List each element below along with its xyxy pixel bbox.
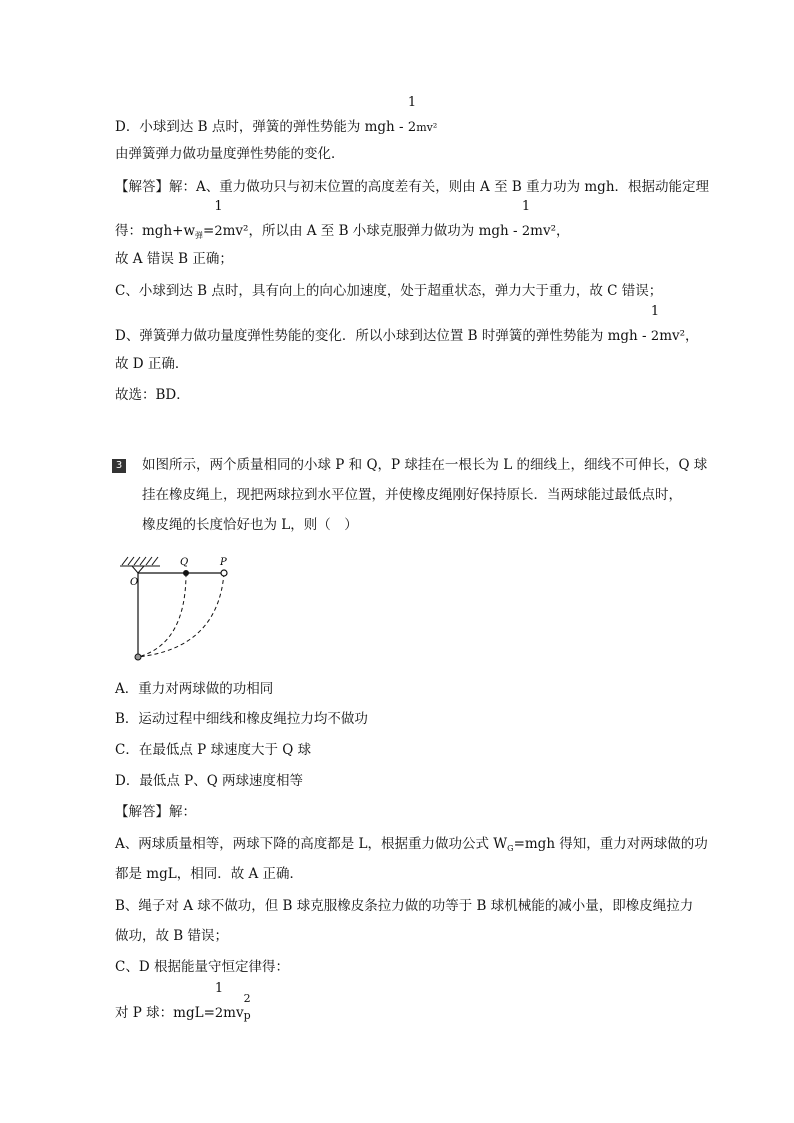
solution-header: 【解答】解： [115, 804, 196, 820]
p-ball [221, 570, 227, 576]
fraction-denominator: 2 [407, 120, 417, 135]
superscript: 2 [243, 992, 251, 1005]
fraction [407, 95, 417, 137]
answer-line: 【解答】解：A、重力做功只与初末位置的高度差有关，则由 A 至 B 重力功为 mgh．根据动能定理 [115, 179, 710, 195]
solution-b-line2: 做功，故 B 错误； [115, 928, 229, 944]
fraction [521, 199, 531, 241]
subscript: p [243, 1009, 251, 1022]
fraction-denominator: 2 [214, 1006, 224, 1021]
option-a: A．重力对两球做的功相同 [115, 681, 274, 697]
formula-text: 得：mgh+w [115, 223, 196, 239]
ceiling-hatch [120, 557, 160, 566]
option-c: C．在最低点 P 球速度大于 Q 球 [115, 742, 312, 758]
answer-choice: 故选：BD． [115, 387, 190, 403]
question-stem: 橡皮绳的长度恰好也为 L，则（ ） [142, 517, 358, 533]
prev-option-d [115, 95, 438, 137]
formula-text: D、弹簧弹力做功量度弹性势能的变化．所以小球到达位置 B 时弹簧的弹性势能为 mgh - [115, 328, 647, 344]
fraction-numerator: 1 [407, 95, 417, 110]
fraction-numerator: 1 [214, 199, 223, 214]
fraction [650, 304, 660, 346]
solution-text: 对 P 球：mgL= [115, 1005, 215, 1021]
solution-cd: C、D 根据能量守恒定律得： [115, 959, 289, 975]
explanation-line: 由弹簧弹力做功量度弹性势能的变化． [115, 146, 345, 162]
formula-text: mv²， [530, 223, 570, 239]
fraction-denominator: 2 [214, 224, 223, 239]
fraction-numerator: 1 [521, 199, 531, 214]
solution-a-line2: 都是 mgL，相同．故 A 正确． [115, 866, 304, 882]
option-d-text: D．小球到达 B 点时，弹簧的弹性势能为 mgh - [115, 119, 404, 135]
subscript: G [507, 844, 514, 853]
formula-mv: mv [223, 1005, 244, 1021]
formula-text: mv²， [659, 328, 699, 344]
solution-b-line1: B、绳子对 A 球不做功，但 B 球克服橡皮条拉力做的功等于 B 球机械能的减小量，即橡皮绳拉力 [115, 898, 694, 914]
q-ball [183, 570, 189, 576]
subscript: 弹 [195, 231, 204, 240]
solution-text: A、两球质量相等，两球下降的高度都是 L，根据重力做功公式 W [115, 836, 508, 852]
fraction-numerator: 1 [650, 304, 660, 319]
fraction-denominator: 2 [521, 224, 531, 239]
pivot-icon [132, 566, 144, 573]
fraction-numerator: 1 [214, 981, 224, 996]
solution-text: =mgh 得知，重力对两球做的功 [513, 836, 708, 852]
answer-line: 故 A 错误 B 正确； [115, 251, 233, 267]
answer-line-formula [115, 304, 699, 346]
solution-a-line1 [115, 835, 708, 858]
question-stem: 如图所示，两个质量相同的小球 P 和 Q，P 球挂在一根长为 L 的细线上，细线不可伸长，Q 球 [142, 457, 708, 473]
label-p: P [220, 557, 227, 568]
q-path [138, 573, 186, 657]
bottom-ball [135, 654, 141, 660]
answer-line: 故 D 正确． [115, 356, 189, 372]
label-q: Q [180, 557, 189, 568]
formula-mv2: mv² [416, 121, 438, 134]
formula-text: mv²，所以由 A 至 B 小球克服弹力做功为 mgh - [222, 223, 518, 239]
fraction-denominator: 2 [650, 329, 660, 344]
label-o: O [130, 577, 139, 588]
pendulum-figure [112, 552, 242, 664]
question-number-badge: 3 [112, 459, 126, 473]
p-path [138, 573, 224, 657]
option-b: B．运动过程中细线和橡皮绳拉力均不做功 [115, 711, 368, 727]
formula-text: = [203, 223, 215, 239]
fraction [214, 199, 223, 241]
option-d: D．最低点 P、Q 两球速度相等 [115, 773, 304, 789]
solution-p-formula [115, 981, 252, 1023]
fraction [214, 981, 224, 1023]
question-stem: 挂在橡皮绳上，现把两球拉到水平位置，并使橡皮绳刚好保持原长．当两球能过最低点时， [142, 487, 682, 503]
answer-line-formula [115, 199, 570, 245]
answer-line: C、小球到达 B 点时，具有向上的向心加速度，处于超重状态，弹力大于重力，故 C 错误； [115, 283, 663, 299]
